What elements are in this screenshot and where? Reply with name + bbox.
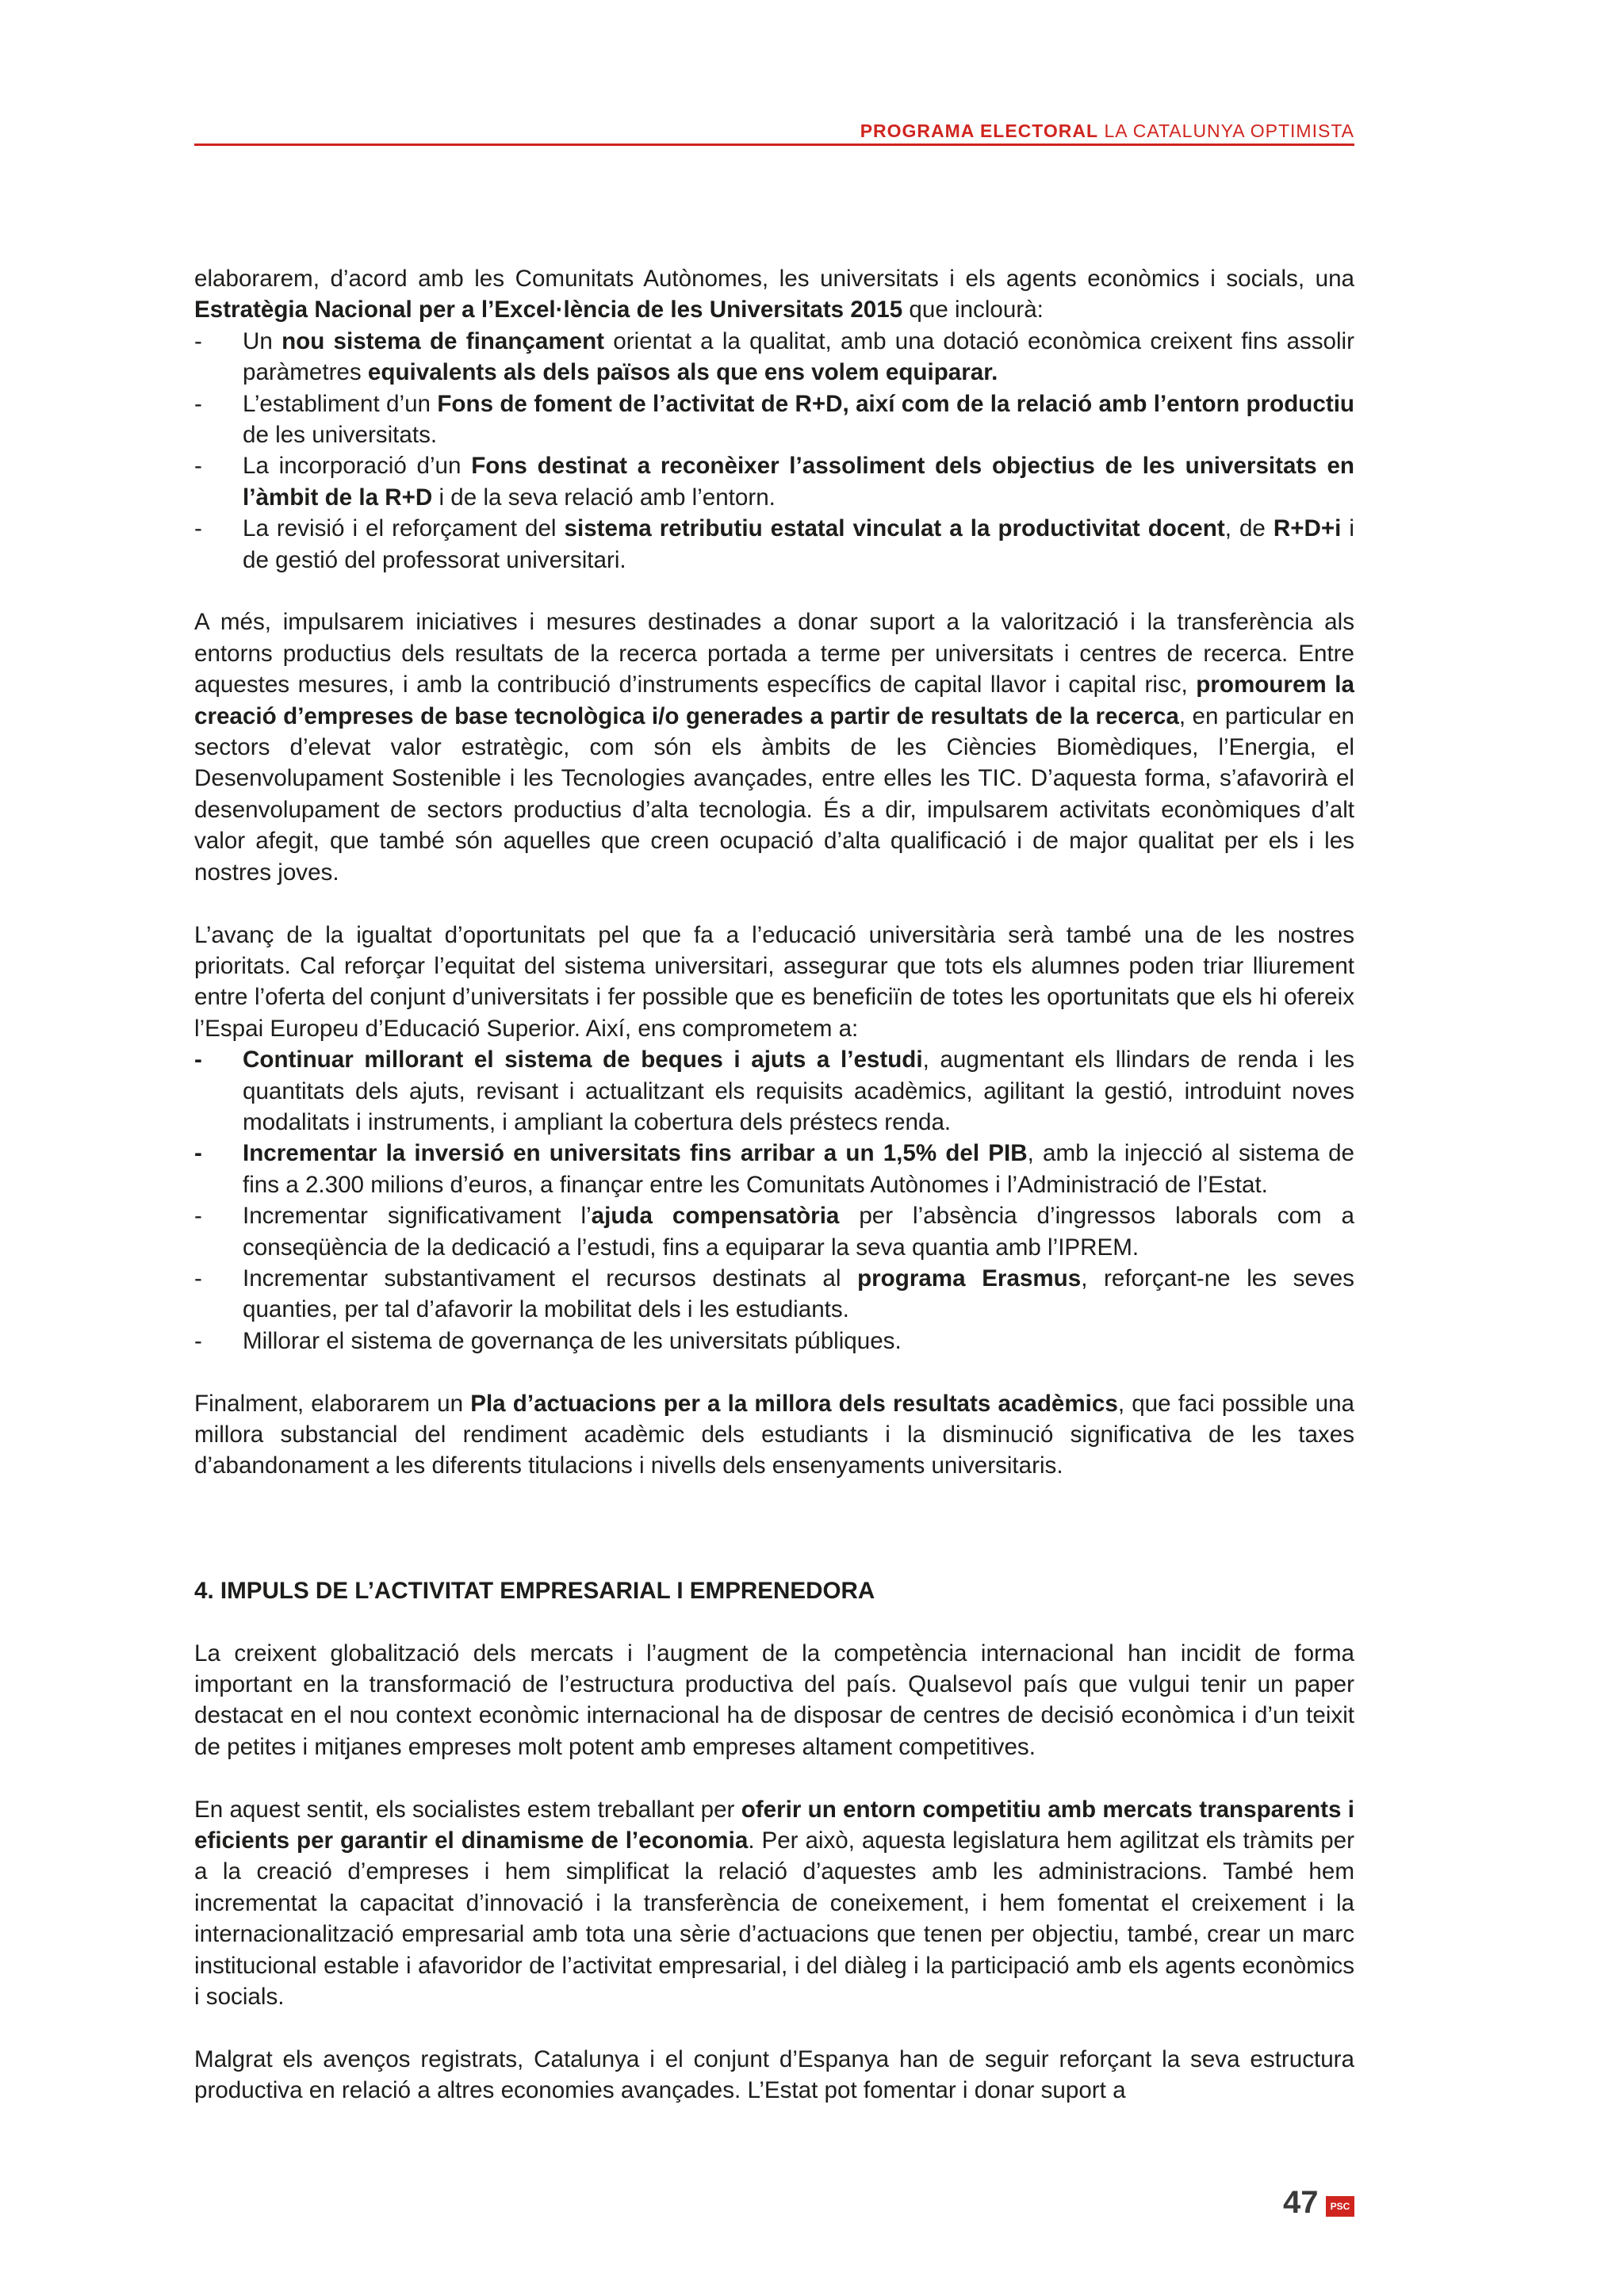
text: per l’absència d’ingressos laborals com a conseqüència de la dedicació a l’estudi, fins a equiparar la seva quantia amb l’IPREM. bbox=[243, 1203, 1355, 1261]
dash-marker: - bbox=[194, 1047, 202, 1073]
text: L’establiment d’un bbox=[243, 390, 438, 417]
bold-text: promourem la creació d’empreses de base tecnològica i/o generades a partir de resultats de la recerca bbox=[194, 672, 1354, 729]
running-header bbox=[194, 119, 1354, 143]
bold-text: Estratègia Nacional per a l’Excel·lència de les Universitats 2015 bbox=[194, 297, 903, 323]
paragraph bbox=[194, 1794, 1354, 2013]
spacer bbox=[194, 576, 1354, 607]
list-item bbox=[194, 1200, 1354, 1263]
bold-text: R+D+i bbox=[1273, 515, 1342, 542]
text: i de gestió del professorat universitari. bbox=[243, 515, 1354, 573]
list-item bbox=[194, 513, 1354, 576]
dash-marker: - bbox=[194, 453, 202, 480]
bold-text: equivalents als dels països als que ens volem equiparar. bbox=[367, 359, 998, 386]
paragraph bbox=[194, 263, 1354, 326]
paragraph bbox=[194, 607, 1354, 888]
paragraph bbox=[194, 2044, 1354, 2107]
dash-marker: - bbox=[194, 390, 202, 417]
text: La creixent globalització dels mercats i l’augment de la competència internacional han incidit de forma important en la transformació de l’estructura productiva del país. Qualsevol país que vulgui tenir un paper destacat en el nou context econòmic internacional ha de disposar de centres de decisió econòmica i d’un teixit de petites i mitjanes empreses molt potent amb empreses altament competitives. bbox=[194, 1640, 1354, 1760]
text: A més, impulsarem iniciatives i mesures destinades a donar suport a la valorització i la transferència als entorns productius dels resultats de la recerca portada a terme per universitats i centres de recerca. Entre aquestes mesures, i amb la contribució d’instruments específics de capital llavor i capital risc, bbox=[194, 609, 1354, 698]
spacer bbox=[194, 1357, 1354, 1387]
text: . Per això, aquesta legislatura hem agilitzat els tràmits per a la creació d’empreses i hem simplificat la relació d’aquestes amb les administracions. També hem incrementat la capacitat d’innovació i la transferència de coneixement, i hem fomentat el creixement i la internacionalització empresarial amb tota una sèrie d’actuacions que tenen per objectiu, també, crear un marc institucional estable i afavoridor de l’activitat empresarial, i del diàleg i la participació amb els agents econòmics i socials. bbox=[194, 1827, 1354, 2011]
spacer bbox=[194, 2012, 1354, 2043]
spacer bbox=[194, 1482, 1354, 1575]
psc-logo: PSC bbox=[1326, 2196, 1354, 2217]
dash-marker: - bbox=[194, 1327, 202, 1354]
spacer bbox=[194, 1762, 1354, 1793]
text: orientat a la qualitat, amb una dotació econòmica creixent fins assolir paràmetres bbox=[243, 327, 1354, 386]
bold-text: Fons destinat a reconèixer l’assoliment dels objectius de les universitats en l’àmbit de la R+D bbox=[243, 453, 1355, 511]
dash-marker: - bbox=[194, 1203, 202, 1230]
list-item bbox=[194, 450, 1354, 513]
header-rest: LA CATALUNYA OPTIMISTA bbox=[1104, 121, 1354, 141]
text: , augmentant els llindars de renda i les quantitats dels ajuts, revisant i actualitzant els requisits acadèmics, agilitant la gestió, introduint noves modalitats i instruments, i ampliant la cobertura dels préstecs renda. bbox=[243, 1047, 1354, 1135]
text: , que faci possible una millora substancial del rendiment acadèmic dels estudiants i la disminució significativa de les taxes d’abandonament a les diferents titulacions i nivells dels ensenyaments universitaris. bbox=[194, 1390, 1354, 1479]
paragraph bbox=[194, 1638, 1354, 1763]
text: Malgrat els avenços registrats, Catalunya i el conjunt d’Espanya han de seguir reforçant la seva estructura productiva en relació a altres economies avançades. L’Estat pot fomentar i donar suport a bbox=[194, 2045, 1354, 2104]
text: Un bbox=[243, 327, 282, 354]
dash-marker: - bbox=[194, 1140, 202, 1167]
text: , amb la injecció al sistema de fins a 2.300 milions d’euros, a finançar entre les Comunitats Autònomes i l’Administració de l’Estat. bbox=[243, 1140, 1355, 1198]
text: Millorar el sistema de governança de les universitats públiques. bbox=[243, 1327, 902, 1354]
dash-marker: - bbox=[194, 1265, 202, 1292]
text: La revisió i el reforçament del bbox=[243, 515, 565, 542]
text: Finalment, elaborarem un bbox=[194, 1390, 471, 1417]
text: , de bbox=[1224, 515, 1274, 542]
text: de les universitats. bbox=[243, 422, 438, 449]
text: , en particular en sectors d’elevat valor estratègic, com són els àmbits de les Ciències Biomèdiques, l’Energia, el Desenvolupament Sostenible i les Tecnologies avançades, entre elles les TIC. D’aquesta forma, s’afavorirà el desenvolupament de sectors productius d’alta tecnologia. És a dir, impulsarem activitats econòmiques d’alt valor afegit, que també són aquelles que creen ocupació d’alta qualificació i de major qualitat per els i les nostres joves. bbox=[194, 702, 1354, 886]
bold-text: oferir un entorn competitiu amb mercats transparents i eficients per garantir el dinamisme de l’economia bbox=[194, 1796, 1354, 1854]
text: Incrementar substantivament el recursos destinats al bbox=[243, 1265, 858, 1292]
text: , reforçant-ne les seves quanties, per tal d’afavorir la mobilitat dels i les estudiants. bbox=[243, 1265, 1354, 1323]
body-text bbox=[194, 263, 1354, 2107]
bold-text: nou sistema de finançament bbox=[282, 327, 605, 354]
text: elaborarem, d’acord amb les Comunitats Autònomes, les universitats i els agents econòmics i socials, una bbox=[194, 266, 1354, 292]
list-item bbox=[194, 1263, 1354, 1326]
bold-text: Continuar millorant el sistema de beques i ajuts a l’estudi bbox=[243, 1047, 923, 1073]
bold-text: sistema retributiu estatal vinculat a la productivitat docent bbox=[564, 515, 1225, 542]
text: que inclourà: bbox=[902, 297, 1044, 323]
text: En aquest sentit, els socialistes estem treballant per bbox=[194, 1796, 741, 1823]
bullet-list bbox=[194, 326, 1354, 576]
list-item bbox=[194, 326, 1354, 388]
spacer bbox=[194, 1606, 1354, 1637]
dash-marker: - bbox=[194, 515, 202, 542]
text: La incorporació d’un bbox=[243, 453, 472, 480]
list-item bbox=[194, 388, 1354, 451]
text: Incrementar significativament l’ bbox=[243, 1203, 592, 1230]
bullet-list bbox=[194, 1044, 1354, 1357]
bold-text: Pla d’actuacions per a la millora dels resultats acadèmics bbox=[470, 1390, 1118, 1417]
dash-marker: - bbox=[194, 327, 202, 354]
list-item bbox=[194, 1138, 1354, 1200]
spacer bbox=[194, 888, 1354, 919]
text: i de la seva relació amb l’entorn. bbox=[432, 484, 776, 511]
section-heading: 4. IMPULS DE L’ACTIVITAT EMPRESARIAL I EMPRENEDORA bbox=[194, 1577, 875, 1604]
list-item bbox=[194, 1326, 1354, 1357]
text: L’avanç de la igualtat d’oportunitats pel que fa a l’educació universitària serà també una de les nostres prioritats. Cal reforçar l’equitat del sistema universitari, assegurar que tots els alumnes poden triar lliurement entre l’oferta del conjunt d’universitats i fer possible que es beneficiïn de totes les oportunitats que els hi ofereix l’Espai Europeu d’Educació Superior. Així, ens comprometem a: bbox=[194, 921, 1354, 1042]
header-rule bbox=[194, 144, 1354, 146]
bold-text: Incrementar la inversió en universitats fins arribar a un 1,5% del PIB bbox=[243, 1140, 1028, 1167]
bold-text: ajuda compensatòria bbox=[591, 1203, 840, 1230]
bold-text: Fons de foment de l’activitat de R+D, així com de la relació amb l’entorn productiu bbox=[437, 390, 1354, 417]
bold-text: programa Erasmus bbox=[857, 1265, 1082, 1292]
paragraph bbox=[194, 920, 1354, 1045]
paragraph bbox=[194, 1388, 1354, 1482]
header-bold: PROGRAMA ELECTORAL bbox=[860, 121, 1099, 141]
list-item bbox=[194, 1044, 1354, 1138]
page-number: 47 bbox=[1283, 2185, 1319, 2220]
